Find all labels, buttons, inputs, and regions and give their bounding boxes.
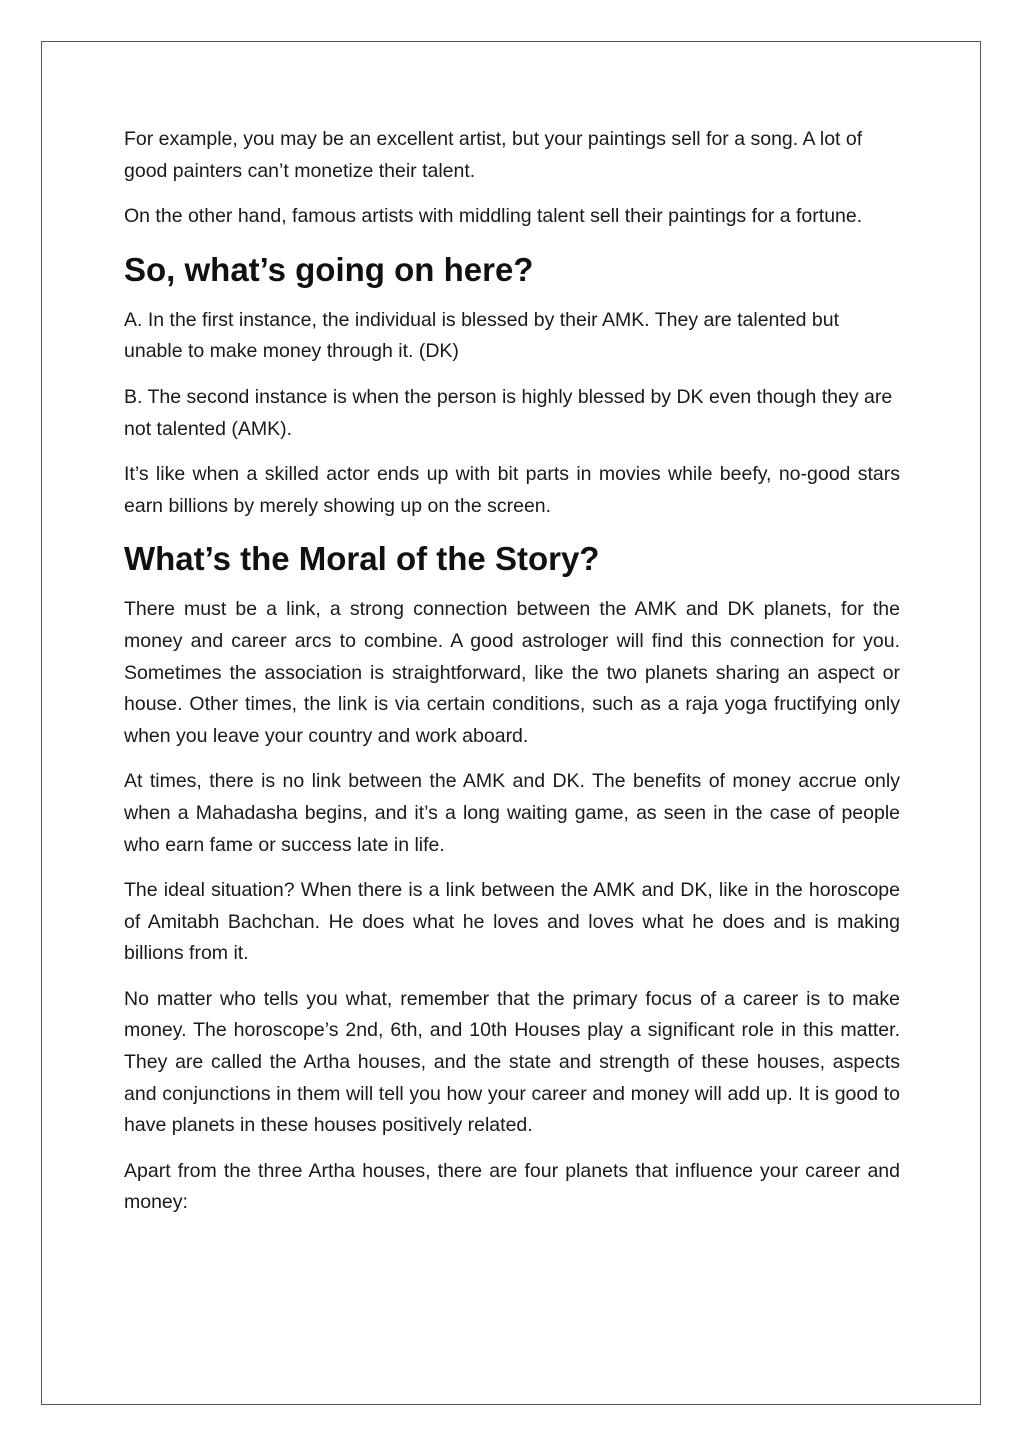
paragraph-amk-dk-link: There must be a link, a strong connection between the AMK and DK planets, for the money and career arcs to combine. A good astrologer will find this connection for you. Sometimes the association is straightforward, like the two planets sharing an aspect or house. Other times, the link is via certain conditions, such as a raja yoga fructifying only when you leave your country and work aboard. — [124, 598, 900, 747]
paragraph-no-link: At times, there is no link between the AMK and DK. The benefits of money accrue only when a Mahadasha begins, and it’s a long waiting game, as seen in the case of people who earn fame or success late in life. — [124, 770, 900, 856]
paragraph-actor-example: It’s like when a skilled actor ends up with bit parts in movies while beefy, no-good stars earn billions by merely showing up on the screen. — [124, 463, 900, 517]
paragraph-artist-example: For example, you may be an excellent artist, but your paintings sell for a song. A lot of good painters can’t monetize their talent. — [124, 128, 863, 182]
paragraph-instance-a: A. In the first instance, the individual is blessed by their AMK. They are talented but unable to make money through it. (DK) — [124, 308, 840, 363]
paragraph-instance-b: B. The second instance is when the person is highly blessed by DK even though they are not talented (AMK). — [124, 385, 893, 440]
paragraph-artha-houses: No matter who tells you what, remember that the primary focus of a career is to make money. The horoscope’s 2nd, 6th, and 10th Houses play a significant role in this matter. They are called the Artha houses, and the state and strength of these houses, aspects and conjunctions in them will tell you how your career and money will add up. It is good to have planets in these houses positively related. — [124, 987, 900, 1137]
paragraph-famous-artists: On the other hand, famous artists with middling talent sell their paintings for a fortune. — [124, 205, 863, 228]
heading-whats-going-on: So, what’s going on here? — [124, 250, 534, 288]
paragraph-ideal-situation: The ideal situation? When there is a link between the AMK and DK, like in the horoscope of Amitabh Bachchan. He does what he loves and loves what he does and is making billions from it. — [124, 879, 900, 965]
document-body — [124, 124, 900, 1233]
heading-moral-of-story: What’s the Moral of the Story? — [124, 540, 600, 578]
paragraph-four-planets: Apart from the three Artha houses, there are four planets that influence your career and money: — [124, 1159, 900, 1214]
